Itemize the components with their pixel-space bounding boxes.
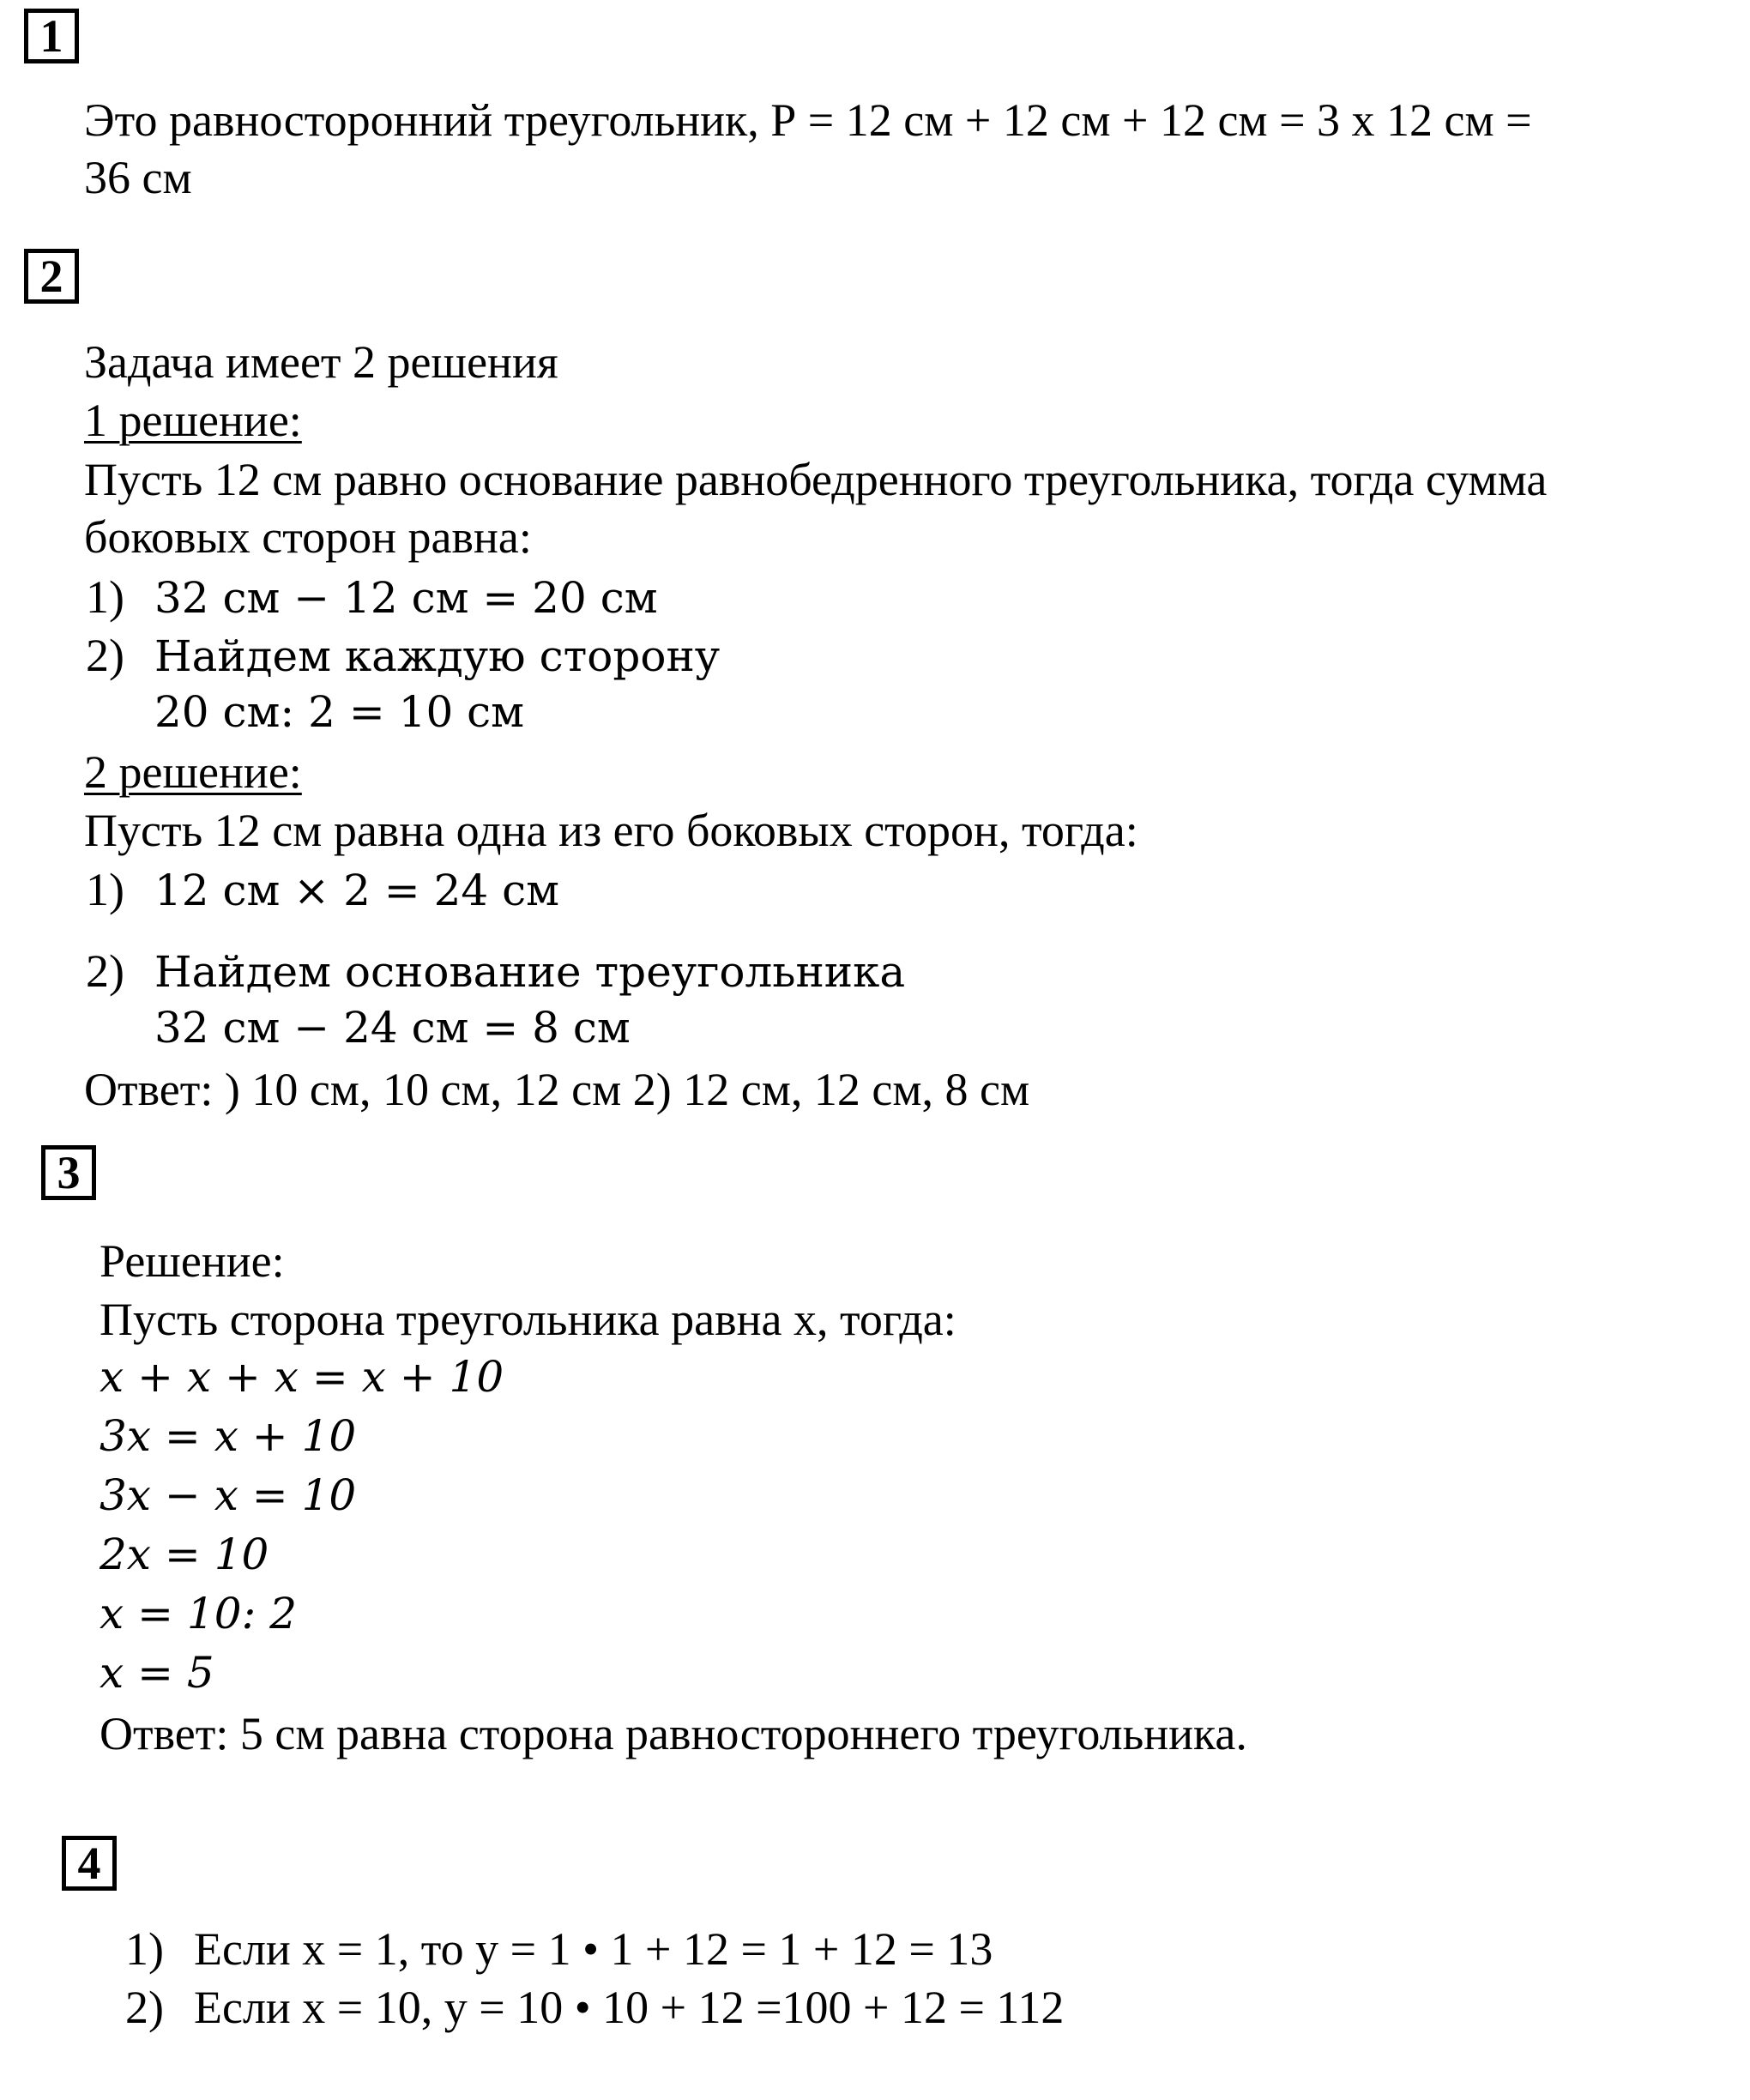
- task2-solution1-step2-calc: 20 см: 2 = 10 см: [154, 687, 525, 737]
- item-number: 1): [125, 1923, 164, 1975]
- task-number-2: 2: [24, 249, 79, 304]
- step-number: 1): [86, 571, 124, 623]
- step-formula: 32 см − 12 см = 20 см: [154, 573, 658, 623]
- task3-equation-4: 2x = 10: [100, 1530, 269, 1579]
- step-formula: 12 см × 2 = 24 см: [154, 866, 559, 915]
- task2-solution1-step1: [86, 570, 658, 625]
- task1-line2: 36 см: [84, 152, 192, 203]
- item-number: 2): [125, 1982, 164, 2033]
- task3-equation-1: x + x + x = x + 10: [100, 1352, 504, 1402]
- task-number-3: 3: [41, 1145, 96, 1200]
- task2-solution1-text2: боковых сторон равна:: [84, 511, 532, 563]
- task2-intro: Задача имеет 2 решения: [84, 336, 558, 388]
- task1-line1: Это равносторонний треугольник, Р = 12 см + 12 см + 12 см = 3 х 12 см =: [84, 94, 1532, 146]
- task2-solution2-step2-calc: 32 см − 24 см = 8 см: [154, 1003, 631, 1053]
- step-number: 1): [86, 864, 124, 915]
- task-number-4: 4: [62, 1836, 117, 1891]
- task2-solution2-step1: [86, 862, 559, 918]
- task2-solution1-step2: [86, 628, 720, 684]
- task3-equation-6: x = 5: [100, 1648, 214, 1698]
- task3-answer: Ответ: 5 см равна сторона равностороннего треугольника.: [100, 1708, 1247, 1759]
- task3-equation-2: 3x = x + 10: [100, 1411, 357, 1461]
- step-text: Найдем каждую сторону: [154, 631, 721, 681]
- task3-equation-3: 3x − x = 10: [100, 1470, 357, 1520]
- task4-item-2: [125, 1980, 1064, 2036]
- task2-solution2-text: Пусть 12 см равна одна из его боковых сторон, тогда:: [84, 805, 1138, 856]
- task3-title: Решение:: [100, 1235, 285, 1287]
- task2-solution2-step2: [86, 944, 905, 999]
- task2-solution2-title: 2 решение:: [84, 746, 302, 798]
- task2-solution1-text1: Пусть 12 см равно основание равнобедренного треугольника, тогда сумма: [84, 454, 1548, 505]
- task3-equation-5: x = 10: 2: [100, 1589, 298, 1638]
- item-text: Если х = 10, у = 10 • 10 + 12 =100 + 12 = 112: [194, 1982, 1065, 2033]
- step-text: Найдем основание треугольника: [154, 947, 906, 997]
- task4-item-1: [125, 1922, 993, 1977]
- task2-solution1-title: 1 решение:: [84, 395, 302, 446]
- task2-answer: Ответ: ) 10 см, 10 см, 12 см 2) 12 см, 12 см, 8 см: [84, 1064, 1030, 1115]
- task3-text: Пусть сторона треугольника равна х, тогда:: [100, 1294, 956, 1345]
- task-number-1: 1: [24, 9, 79, 63]
- step-number: 2): [86, 630, 124, 681]
- step-number: 2): [86, 945, 124, 997]
- item-text: Если х = 1, то у = 1 • 1 + 12 = 1 + 12 = 13: [194, 1923, 993, 1975]
